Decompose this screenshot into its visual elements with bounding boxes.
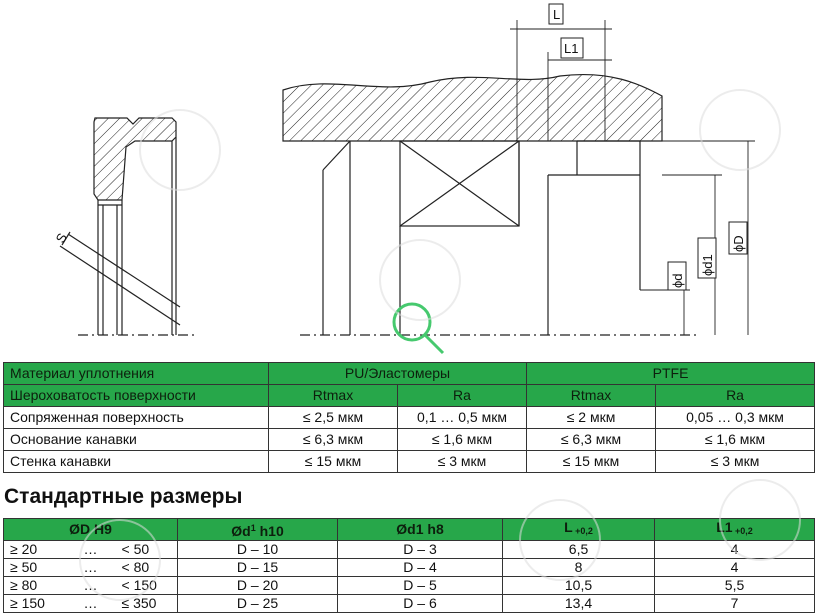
- cell: 10,5: [503, 577, 655, 595]
- header-D: ØD H9: [4, 519, 178, 541]
- cell: < 50: [116, 541, 178, 559]
- cell: 13,4: [503, 595, 655, 613]
- cell: D – 6: [338, 595, 503, 613]
- cell: D – 3: [338, 541, 503, 559]
- cell: ≥ 50: [4, 559, 66, 577]
- roughness-label: Шероховатость поверхности: [4, 385, 269, 407]
- groove: [300, 141, 700, 335]
- magnifier-icon[interactable]: [394, 304, 443, 353]
- cell: ≤ 6,3 мкм: [527, 429, 656, 451]
- cell: ≤ 15 мкм: [269, 451, 398, 473]
- cell: ≤ 1,6 мкм: [398, 429, 527, 451]
- dim-l-label: L: [553, 7, 561, 22]
- header-rtmax-ptfe: Rtmax: [527, 385, 656, 407]
- cell: 5,5: [655, 577, 815, 595]
- row-label: Стенка канавки: [4, 451, 269, 473]
- cell: ≥ 20: [4, 541, 66, 559]
- cell: 4: [655, 559, 815, 577]
- dim-d-label: ϕd: [670, 273, 685, 288]
- header-ra-pu: Ra: [398, 385, 527, 407]
- cell: ≤ 2,5 мкм: [269, 407, 398, 429]
- cell: D – 10: [178, 541, 338, 559]
- cell: 8: [503, 559, 655, 577]
- cell: ≥ 150: [4, 595, 66, 613]
- cell: 0,1 … 0,5 мкм: [398, 407, 527, 429]
- sizes-header-row: [4, 519, 815, 541]
- cell: < 150: [116, 577, 178, 595]
- section-title: Стандартные размеры: [4, 485, 243, 508]
- cell: ≤ 6,3 мкм: [269, 429, 398, 451]
- dim-D-label: ϕD: [731, 235, 746, 252]
- cell: 4: [655, 541, 815, 559]
- cell: ≤ 15 мкм: [527, 451, 656, 473]
- cell: D – 25: [178, 595, 338, 613]
- table-row: [4, 429, 815, 451]
- table-row: [4, 451, 815, 473]
- header-d1: Ød1 h8: [338, 519, 503, 541]
- header-ra-ptfe: Ra: [656, 385, 815, 407]
- roughness-header-row: [4, 385, 815, 407]
- cell: …: [66, 541, 116, 559]
- standard-sizes-table: [3, 518, 815, 613]
- cell: …: [66, 577, 116, 595]
- surface-roughness-table: [3, 362, 815, 473]
- cell: ≤ 1,6 мкм: [656, 429, 815, 451]
- dim-s-label: S: [52, 230, 70, 246]
- table-row: [4, 559, 815, 577]
- group-pu: PU/Эластомеры: [269, 363, 527, 385]
- cell: D – 5: [338, 577, 503, 595]
- cell: …: [66, 559, 116, 577]
- cell: …: [66, 595, 116, 613]
- header-L1: L1 $_{+0,2}$: [655, 519, 815, 541]
- table-row: [4, 407, 815, 429]
- material-label: Материал уплотнения: [4, 363, 269, 385]
- cell: D – 4: [338, 559, 503, 577]
- row-label: Сопряженная поверхность: [4, 407, 269, 429]
- dim-l1-label: L1: [564, 41, 579, 56]
- cell: 7: [655, 595, 815, 613]
- header-d: $Ød^1$ h10: [178, 519, 338, 541]
- table-row: [4, 577, 815, 595]
- cell: ≤ 3 мкм: [656, 451, 815, 473]
- cell: < 80: [116, 559, 178, 577]
- dim-d1-label: ϕd1: [700, 254, 715, 276]
- cell: ≤ 350: [116, 595, 178, 613]
- cell: ≤ 3 мкм: [398, 451, 527, 473]
- material-row: [4, 363, 815, 385]
- cell: D – 15: [178, 559, 338, 577]
- seal-cross-section: [60, 118, 195, 335]
- header-rtmax-pu: Rtmax: [269, 385, 398, 407]
- row-label: Основание канавки: [4, 429, 269, 451]
- cell: ≤ 2 мкм: [527, 407, 656, 429]
- cell: 0,05 … 0,3 мкм: [656, 407, 815, 429]
- cell: 6,5: [503, 541, 655, 559]
- dimension-lines: [510, 20, 755, 335]
- group-ptfe: PTFE: [527, 363, 815, 385]
- cell: ≥ 80: [4, 577, 66, 595]
- cell: D – 20: [178, 577, 338, 595]
- table-row: [4, 541, 815, 559]
- header-L: L $_{+0,2}$: [503, 519, 655, 541]
